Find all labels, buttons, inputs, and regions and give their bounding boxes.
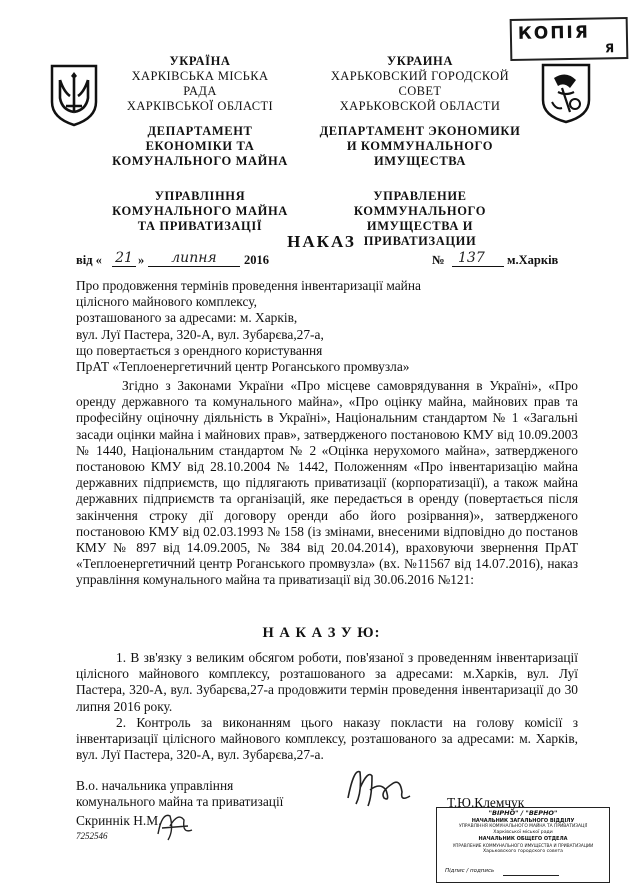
- header-ukrainian: [100, 54, 300, 234]
- date-year: 2016: [244, 253, 269, 267]
- header-ru-region: ХАРЬКОВСКОЙ ОБЛАСТИ: [339, 99, 501, 113]
- header-ru-dept-3: ИМУЩЕСТВА: [373, 154, 467, 168]
- copy-stamp-suffix: Я: [604, 41, 615, 56]
- header-ua-dept-1: ДЕПАРТАМЕНТ: [147, 124, 253, 138]
- executor-name: Скриннік Н.М.: [76, 813, 162, 828]
- certify-stamp-line: "ВІРНО" / "ВЕРНО": [488, 809, 558, 817]
- certify-stamp-line: Харківської міської ради: [493, 830, 553, 835]
- header-ru-council-2: СОВЕТ: [398, 84, 442, 98]
- header-ru-dept-1: ДЕПАРТАМЕНТ ЭКОНОМИКИ: [319, 124, 521, 138]
- subject-line: ПрАТ «Теплоенергетичний центр Роганського промвузла»: [76, 359, 410, 375]
- header-ua-dept-3: КОМУНАЛЬНОГО МАЙНА: [112, 154, 288, 168]
- order-items: [76, 650, 578, 763]
- document-title: НАКАЗ: [287, 232, 356, 251]
- subject-line: розташованого за адресами: м. Харків,: [76, 310, 298, 326]
- subject-block: [76, 278, 556, 375]
- date-prefix: від «: [76, 253, 102, 267]
- header-ru-division-3: ИМУЩЕСТВА И: [366, 219, 474, 233]
- header-ua-division-3: ТА ПРИВАТИЗАЦІЇ: [137, 219, 263, 233]
- header-ru-division-1: УПРАВЛЕНИЕ: [373, 189, 467, 203]
- copy-stamp-text: КОПІЯ: [517, 22, 591, 44]
- header-ua-dept-2: ЕКОНОМІКИ ТА: [145, 139, 255, 153]
- date-mid: »: [138, 253, 145, 267]
- certify-stamp-line: Харьковского городского совета: [483, 848, 563, 854]
- preamble: [76, 378, 578, 589]
- header-ua-region: ХАРКІВСЬКОЇ ОБЛАСТІ: [126, 99, 274, 113]
- signature-title-line-1: В.о. начальника управління: [76, 778, 234, 793]
- header-ru-country: УКРАИНА: [387, 54, 453, 68]
- certification-stamp: [436, 807, 610, 883]
- ukraine-coat-of-arms-icon: [48, 62, 100, 128]
- signatory-name: Т.Ю.Клемчук: [447, 795, 525, 810]
- order-heading: Н А К А З У Ю:: [262, 625, 381, 641]
- header-ua-division-1: УПРАВЛІННЯ: [154, 189, 246, 203]
- header-ru-council-1: ХАРЬКОВСКИЙ ГОРОДСКОЙ: [330, 69, 510, 83]
- certify-stamp-signature-line: [503, 875, 559, 876]
- header-ua-country: УКРАЇНА: [169, 54, 231, 68]
- executor-phone: 7252546: [76, 831, 108, 841]
- header-ua-division-2: КОМУНАЛЬНОГО МАЙНА: [112, 204, 288, 218]
- header-ru-division-2: КОММУНАЛЬНОГО: [353, 204, 487, 218]
- certify-stamp-signature-label: Підпис / подпись: [445, 867, 495, 874]
- subject-line: Про продовження термінів проведення інвентаризації майна: [76, 278, 421, 293]
- subject-line: вул. Луї Пастера, 320-А, вул. Зубарєва,27-а,: [76, 326, 324, 342]
- signature-title: [76, 778, 336, 810]
- order-number: 137: [452, 250, 504, 267]
- handwritten-signature: [340, 762, 420, 812]
- executor-initials-scribble: [152, 806, 202, 846]
- certify-stamp-line: НАЧАЛЬНИК ОБЩЕГО ОТДЕЛА: [478, 836, 568, 842]
- order-item-2: 2. Контроль за виконанням цього наказу покласти на голову комісії з інвентаризації цілісного майнового комплексу, розташованого за адресами: м. Харків, вул. Луї Пастера, 320-А, вул. Зубарєва,27-а.: [76, 714, 578, 763]
- certify-stamp-line: УПРАВЛІННЯ КОМУНАЛЬНОГО МАЙНА ТА ПРИВАТИЗАЦІЇ: [458, 824, 588, 829]
- header-russian: [310, 54, 530, 249]
- header-ua-council-1: ХАРКІВСЬКА МІСЬКА: [131, 69, 269, 83]
- signature-title-line-2: комунального майна та приватизації: [76, 794, 284, 810]
- date-day: 21: [112, 250, 136, 267]
- header-ru-division-4: ПРИВАТИЗАЦИИ: [363, 234, 477, 248]
- header-ru-dept-2: И КОММУНАЛЬНОГО: [346, 139, 494, 153]
- order-item-1: 1. В зв'язку з великим обсягом роботи, пов'язаної з проведенням інвентаризації цілісного майнового комплексу, розташованого за адресами: м.Харків, вул. Луї Пастера, 320-А, вул. Зубарєва,27-а продовжити термін проведення інвентаризації до 30 липня 2016 року.: [76, 650, 578, 714]
- certify-stamp-line: УПРАВЛЕНИЕ КОММУНАЛЬНОГО ИМУЩЕСТВА И ПРИВАТИЗАЦИИ: [452, 842, 594, 848]
- date-line: [76, 250, 566, 271]
- number-prefix: №: [432, 253, 445, 267]
- date-month: липня: [148, 250, 240, 267]
- preamble-text: Згідно з Законами України «Про місцеве самоврядування в Україні», «Про оренду державного та комунального майна», «Про оцінку майна, майнових прав та професійну оціночну діяльність в Україні», Національним стандартом № 1 «Загальні засади оцінки майна і майнових прав», затвердженого постановою КМУ від 10.09.2003 № 1440, Національним стандартом № 2 «Оцінка нерухомого майна», затвердженого постановою КМУ від 28.10.2004 № 1442, Положенням «Про інвентаризацію майна державних підприємств, що підлягають приватизації (корпоратизації), а також майна державних підприємств та організацій, яке передається в оренду (повертається після закінчення строку дії договору оренди або його розірвання)», затвердженого постановою КМУ від 02.03.1993 № 158 (із змінами, внесеними відповідно до постанов КМУ № 897 від 14.09.2005, № 384 від 20.04.2014), враховуючи звернення ПрАТ «Теплоенергетичний центр Роганського промвузла» (вх. №11567 від 14.07.2016), наказ управління комунального майна та приватизації від 30.06.2016 №121:: [76, 378, 578, 588]
- city: м.Харків: [507, 253, 559, 267]
- certify-stamp-line: НАЧАЛЬНИК ЗАГАЛЬНОГО ВІДДІЛУ: [471, 817, 575, 824]
- subject-line: цілісного майнового комплексу,: [76, 294, 257, 310]
- subject-line: що повертається з орендного користування: [76, 342, 323, 358]
- kharkiv-coat-of-arms-icon: [540, 62, 592, 124]
- header-ua-council-2: РАДА: [183, 84, 217, 98]
